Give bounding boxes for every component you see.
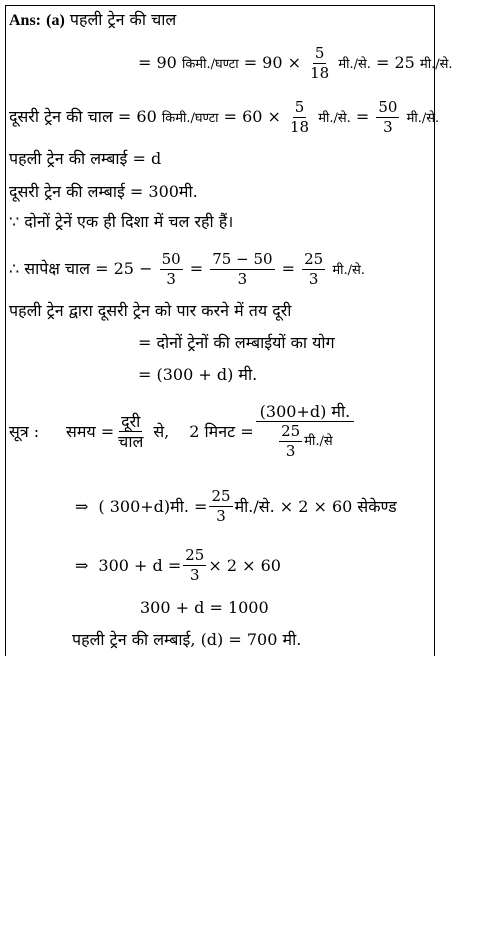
formula-rhs-fraction: (300+d) मी. 25 3 मी./से: [256, 402, 355, 461]
speed1-unit3: मी./से.: [419, 57, 453, 72]
formula-line: [9, 402, 356, 461]
formula-time-fraction: दूरी चाल: [118, 412, 144, 451]
length1-line: पहली ट्रेन की लम्बाई = d: [9, 149, 162, 168]
step1-fraction: $\frac{25}{3}$: [211, 487, 231, 525]
speed1-fraction: $\frac{5}{18}$: [310, 44, 330, 82]
speed1-unit1: किमी./घण्टा: [181, 57, 239, 72]
formula-time: समय =: [66, 421, 115, 441]
speed2-eq3: =: [355, 107, 370, 126]
since-line: ∵ दोनों ट्रेनें एक ही दिशा में चल रही हैं।: [9, 212, 234, 231]
speed1-eq3: = 25: [375, 53, 415, 72]
step2-line: [75, 546, 281, 585]
speed2-unit3: मी./से.: [406, 111, 440, 126]
speed2-eq1: = 60: [117, 107, 157, 126]
implies-icon: ⇒: [75, 555, 89, 575]
speed1-eq1: = 90: [138, 53, 177, 72]
relative-eq2: =: [189, 259, 204, 278]
formula-unit: मी./से: [304, 434, 333, 449]
ans-option: (a): [46, 12, 65, 29]
implies-icon: ⇒: [75, 496, 89, 516]
speed1-line: [138, 44, 453, 83]
formula-inner-fraction: 25 3: [281, 422, 301, 460]
speed2-fraction2: $\frac{50}{3}$: [378, 98, 398, 136]
sum-line: = दोनों ट्रेनों की लम्बाईयों का योग: [138, 333, 335, 352]
step1-lhs: ( 300+d)मी. =: [98, 496, 208, 516]
speed2-unit1: किमी./घण्टा: [161, 111, 219, 126]
speed2-label: दूसरी ट्रेन की चाल: [9, 107, 113, 126]
relative-fraction2: $\frac{75 - 50}{3}$: [212, 250, 273, 288]
step2-rhs: × 2 × 60: [208, 555, 281, 575]
distance-line: पहली ट्रेन द्वारा दूसरी ट्रेन को पार करने में तय दूरी: [9, 301, 292, 320]
speed1-unit2: मी./से.: [338, 57, 371, 72]
relative-fraction3: $\frac{25}{3}$: [304, 250, 324, 288]
ans-text: पहली ट्रेन की चाल: [69, 10, 177, 29]
relative-fraction1: $\frac{50}{3}$: [161, 250, 181, 288]
answer-heading: [9, 10, 176, 31]
relative-eq1: = 25 −: [95, 259, 153, 278]
step3-line: 300 + d = 1000: [140, 598, 269, 617]
speed1-eq2: = 90 ×: [243, 53, 302, 72]
formula-label: सूत्र :: [9, 421, 40, 441]
speed2-unit2: मी./से.: [318, 111, 351, 126]
step1-line: [75, 487, 397, 526]
speed2-eq2: = 60 ×: [223, 107, 281, 126]
step2-lhs: 300 + d =: [98, 555, 182, 575]
sum-value-line: = (300 + d) मी.: [138, 365, 258, 384]
result-line: पहली ट्रेन की लम्बाई, (d) = 700 मी.: [72, 630, 302, 649]
formula-lhs: 2 मिनट =: [189, 421, 254, 441]
step2-fraction: $\frac{25}{3}$: [185, 546, 205, 584]
relative-speed-line: [9, 250, 365, 289]
speed2-fraction1: $\frac{5}{18}$: [290, 98, 310, 136]
relative-eq3: =: [281, 259, 296, 278]
formula-se: से,: [153, 421, 170, 441]
relative-unit: मी./से.: [332, 263, 365, 278]
step1-rhs: मी./से. × 2 × 60 सेकेण्ड: [234, 496, 397, 516]
relative-label: ∴ सापेक्ष चाल: [9, 259, 91, 278]
ans-label: Ans:: [9, 12, 42, 29]
speed2-line: [9, 98, 439, 137]
length2-line: दूसरी ट्रेन की लम्बाई = 300मी.: [9, 182, 198, 201]
